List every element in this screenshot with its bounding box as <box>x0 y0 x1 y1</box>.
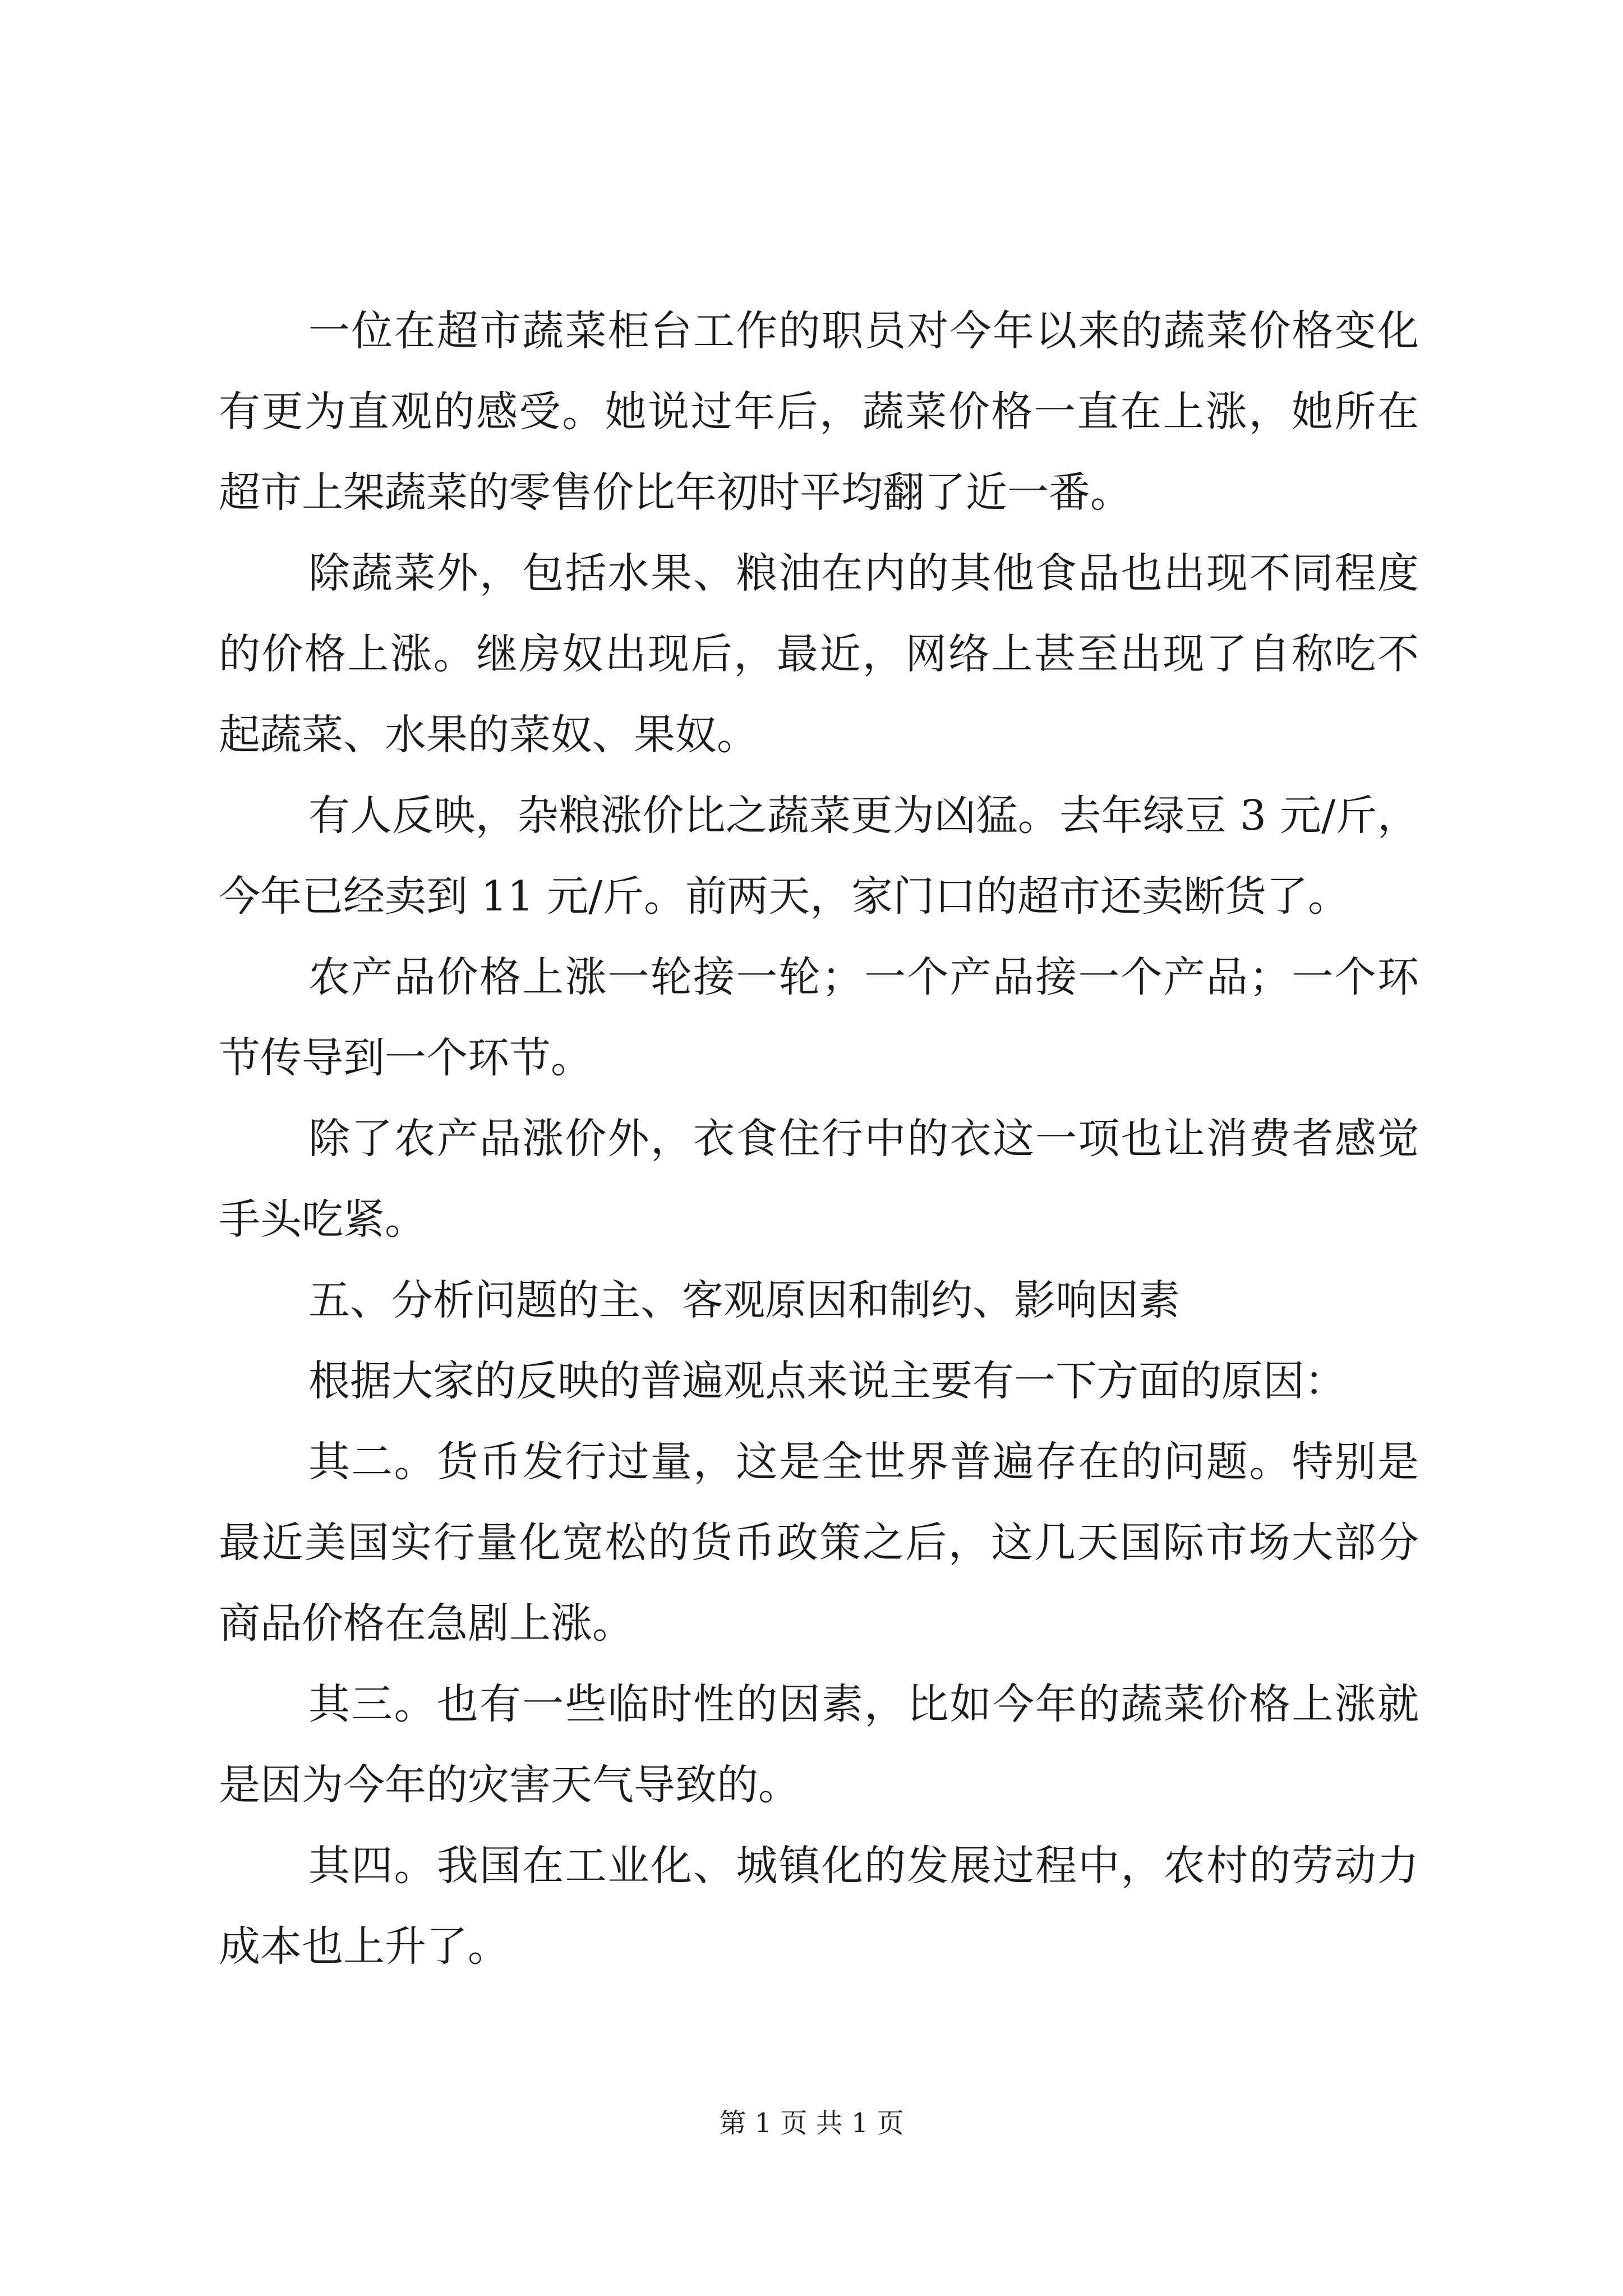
paragraph: 农产品价格上涨一轮接一轮；一个产品接一个产品；一个环节传导到一个环节。 <box>219 953 1419 1082</box>
paragraph: 其四。我国在工业化、城镇化的发展过程中，农村的劳动力成本也上升了。 <box>219 1842 1419 1971</box>
paragraph: 根据大家的反映的普遍观点来说主要有一下方面的原因： <box>308 1357 1346 1405</box>
section-heading: 五、分析问题的主、客观原因和制约、影响因素 <box>308 1276 1180 1324</box>
page-number-footer: 第 1 页 共 1 页 <box>719 2108 904 2139</box>
paragraph: 其三。也有一些临时性的因素，比如今年的蔬菜价格上涨就是因为今年的灾害天气导致的。 <box>219 1680 1419 1809</box>
paragraph: 一位在超市蔬菜柜台工作的职员对今年以来的蔬菜价格变化有更为直观的感受。她说过年后，蔬菜价格一直在上涨，她所在超市上架蔬菜的零售价比年初时平均翻了近一番。 <box>219 307 1419 517</box>
paragraph: 其二。货币发行过量，这是全世界普遍存在的问题。特别是最近美国实行量化宽松的货币政策之后，这几天国际市场大部分商品价格在急剧上涨。 <box>219 1438 1419 1648</box>
paragraph: 除蔬菜外，包括水果、粮油在内的其他食品也出现不同程度的价格上涨。继房奴出现后，最近，网络上甚至出现了自称吃不起蔬菜、水果的菜奴、果奴。 <box>219 549 1419 759</box>
document-body <box>219 291 1419 1987</box>
paragraph: 有人反映，杂粮涨价比之蔬菜更为凶猛。去年绿豆 3 元/斤，今年已经卖到 11 元/斤。前两天，家门口的超市还卖断货了。 <box>219 792 1419 921</box>
paragraph: 除了农产品涨价外，衣食住行中的衣这一项也让消费者感觉手头吃紧。 <box>219 1115 1419 1244</box>
